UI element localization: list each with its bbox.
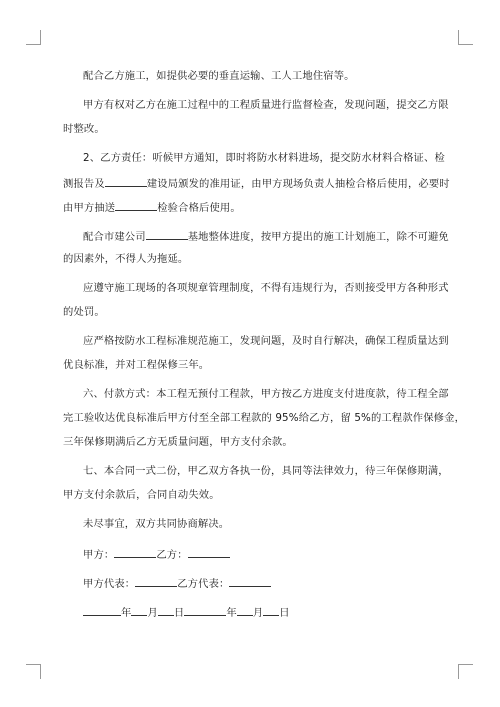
year-label: 年 <box>226 607 237 619</box>
text: 建设局颁发的准用证，由甲方现场负责人抽检合格后使用，必要时 <box>146 178 450 190</box>
day-blank[interactable] <box>158 604 174 616</box>
paragraph-line <box>63 98 449 112</box>
paragraph-line <box>63 387 449 401</box>
paragraph-line <box>63 151 445 165</box>
paragraph-line <box>63 488 220 502</box>
paragraph-line <box>63 122 105 136</box>
year-blank[interactable] <box>83 604 121 616</box>
month-blank[interactable] <box>131 604 147 616</box>
text: 完工验收达优良标准后甲方付至全部工程款的 95%给乙方，留 5%的工程款作保修金， <box>63 412 466 424</box>
text: 时整改。 <box>63 123 105 135</box>
paragraph-line <box>63 411 465 425</box>
paragraph-line <box>63 228 449 244</box>
text: 三年保修期满后乙方无质量问题，甲方支付余款。 <box>63 436 293 448</box>
text: 由甲方抽送 <box>63 202 116 214</box>
month-blank[interactable] <box>237 604 253 616</box>
paragraph-line <box>63 252 188 266</box>
party-b-label: 乙方： <box>156 549 188 561</box>
text: 配合乙方施工，如提供必要的垂直运输、工人工地住宿等。 <box>83 70 355 82</box>
day-blank[interactable] <box>263 604 279 616</box>
paragraph-line <box>63 175 450 191</box>
text: 未尽事宜，双方共同协商解决。 <box>83 518 230 530</box>
paragraph-line <box>63 199 241 215</box>
day-label: 日 <box>279 607 290 619</box>
text: 基地整体进度，按甲方提出的施工计划施工，除不可避免 <box>187 231 449 243</box>
fill-in-blank[interactable] <box>115 199 157 211</box>
rep-a-label: 甲方代表： <box>83 578 136 590</box>
paragraph-line <box>63 464 449 478</box>
text: 七、本合同一式二份，甲乙双方各执一份，具同等法律效力，待三年保修期满， <box>83 465 449 477</box>
paragraph-line <box>63 305 105 319</box>
text: 2、乙方责任：听候甲方通知，即时将防水材料进场，提交防水材料合格证、检 <box>83 152 445 164</box>
signature-dates <box>63 604 290 620</box>
text: 应严格按防水工程标准规范施工，发现问题，及时自行解决，确保工程质量达到 <box>83 335 449 347</box>
paragraph-line <box>63 334 449 348</box>
year-blank[interactable] <box>184 604 226 616</box>
text: 甲方有权对乙方在施工过程中的工程质量进行监督检查，发现问题，提交乙方限 <box>83 99 449 111</box>
paragraph-line <box>63 517 229 531</box>
crop-mark-top-left <box>26 30 41 45</box>
text: 应遵守施工现场的各项规章管理制度，不得有违规行为，否则接受甲方各种形式 <box>83 282 449 294</box>
year-label: 年 <box>121 607 132 619</box>
paragraph-line <box>63 281 449 295</box>
text: 检验合格后使用。 <box>157 202 241 214</box>
party-a-blank[interactable] <box>114 546 156 558</box>
rep-a-blank[interactable] <box>135 575 177 587</box>
signature-parties <box>63 546 230 562</box>
text: 甲方支付余款后，合同自动失效。 <box>63 489 220 501</box>
text: 六、付款方式：本工程无预付工程款，甲方按乙方进度支付进度款，待工程全部 <box>83 388 449 400</box>
rep-b-blank[interactable] <box>229 575 271 587</box>
fill-in-blank[interactable] <box>146 228 188 240</box>
paragraph-line <box>63 435 293 449</box>
text: 测报告及 <box>63 178 105 190</box>
party-b-blank[interactable] <box>188 546 230 558</box>
month-label: 月 <box>147 607 158 619</box>
month-label: 月 <box>252 607 264 619</box>
text: 优良标准，并对工程保修三年。 <box>63 359 210 371</box>
party-a-label: 甲方： <box>83 549 115 561</box>
paragraph-line <box>63 358 209 372</box>
signature-representatives <box>63 575 271 591</box>
rep-b-label: 乙方代表： <box>177 578 230 590</box>
crop-mark-top-right <box>458 30 473 45</box>
crop-mark-bottom-left <box>26 664 41 679</box>
text: 配合市建公司 <box>83 231 146 243</box>
crop-mark-bottom-right <box>458 664 473 679</box>
paragraph-line <box>63 69 355 83</box>
text: 的因素外，不得人为拖延。 <box>63 253 189 265</box>
day-label: 日 <box>173 607 185 619</box>
fill-in-blank[interactable] <box>105 175 147 187</box>
text: 的处罚。 <box>63 306 105 318</box>
